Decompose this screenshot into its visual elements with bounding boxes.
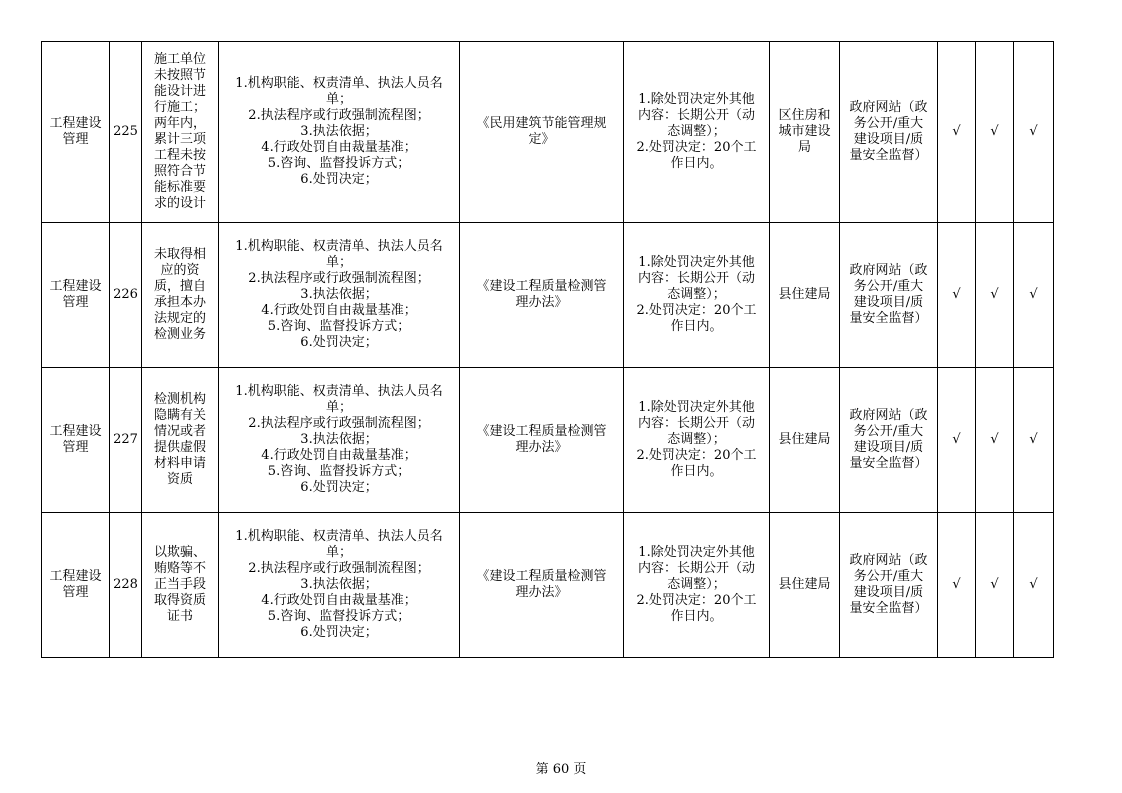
legal-basis-cell: 《建设工程质量检测管 理办法》 <box>460 368 624 513</box>
disclosure-timing-cell: 1.除处罚决定外其他 内容：长期公开（动 态调整）； 2.处罚决定：20个工 作日内。 <box>624 368 770 513</box>
disclosure-table <box>41 41 1054 658</box>
table-row <box>42 368 1054 513</box>
legal-basis-cell: 《建设工程质量检测管 理办法》 <box>460 513 624 658</box>
disclosure-timing-cell: 1.除处罚决定外其他 内容：长期公开（动 态调整）； 2.处罚决定：20个工 作日内。 <box>624 42 770 223</box>
matter-cell: 未取得相 应的资 质，擅自 承担本办 法规定的 检测业务 <box>142 223 219 368</box>
matter-cell: 检测机构 隐瞒有关 情况或者 提供虚假 材料申请 资质 <box>142 368 219 513</box>
disclosure-content-cell: 1.机构职能、权责清单、执法人员名 单； 2.执法程序或行政强制流程图； 3.执法依据； 4.行政处罚自由裁量基准； 5.咨询、监督投诉方式； 6.处罚决定； <box>219 368 460 513</box>
disclosure-subject-cell: 县住建局 <box>770 513 840 658</box>
disclosure-content-cell: 1.机构职能、权责清单、执法人员名 单； 2.执法程序或行政强制流程图； 3.执法依据； 4.行政处罚自由裁量基准； 5.咨询、监督投诉方式； 6.处罚决定； <box>219 513 460 658</box>
disclosure-content-cell: 1.机构职能、权责清单、执法人员名 单； 2.执法程序或行政强制流程图； 3.执法依据； 4.行政处罚自由裁量基准； 5.咨询、监督投诉方式； 6.处罚决定； <box>219 223 460 368</box>
item-number-cell: 227 <box>110 368 142 513</box>
disclosure-timing-cell: 1.除处罚决定外其他 内容：长期公开（动 态调整）； 2.处罚决定：20个工 作日内。 <box>624 513 770 658</box>
checkmark-cell: √ <box>976 368 1014 513</box>
category-cell: 工程建设 管理 <box>42 513 110 658</box>
legal-basis-cell: 《建设工程质量检测管 理办法》 <box>460 223 624 368</box>
checkmark-cell: √ <box>976 513 1014 658</box>
category-cell: 工程建设 管理 <box>42 368 110 513</box>
checkmark-cell: √ <box>1014 223 1054 368</box>
category-cell: 工程建设 管理 <box>42 223 110 368</box>
checkmark-cell: √ <box>976 42 1014 223</box>
disclosure-subject-cell: 区住房和 城市建设 局 <box>770 42 840 223</box>
checkmark-cell: √ <box>1014 513 1054 658</box>
item-number-cell: 225 <box>110 42 142 223</box>
checkmark-cell: √ <box>938 368 976 513</box>
category-cell: 工程建设 管理 <box>42 42 110 223</box>
disclosure-content-cell: 1.机构职能、权责清单、执法人员名 单； 2.执法程序或行政强制流程图； 3.执法依据； 4.行政处罚自由裁量基准； 5.咨询、监督投诉方式； 6.处罚决定； <box>219 42 460 223</box>
matter-cell: 以欺骗、 贿赂等不 正当手段 取得资质 证书 <box>142 513 219 658</box>
disclosure-channel-cell: 政府网站（政 务公开/重大 建设项目/质 量安全监督） <box>840 42 938 223</box>
disclosure-channel-cell: 政府网站（政 务公开/重大 建设项目/质 量安全监督） <box>840 223 938 368</box>
matter-cell: 施工单位 未按照节 能设计进 行施工； 两年内， 累计三项 工程未按 照符合节 能标准要 求的设计 <box>142 42 219 223</box>
table-row <box>42 513 1054 658</box>
disclosure-subject-cell: 县住建局 <box>770 223 840 368</box>
table-row <box>42 42 1054 223</box>
disclosure-channel-cell: 政府网站（政 务公开/重大 建设项目/质 量安全监督） <box>840 368 938 513</box>
disclosure-timing-cell: 1.除处罚决定外其他 内容：长期公开（动 态调整）； 2.处罚决定：20个工 作日内。 <box>624 223 770 368</box>
disclosure-channel-cell: 政府网站（政 务公开/重大 建设项目/质 量安全监督） <box>840 513 938 658</box>
legal-basis-cell: 《民用建筑节能管理规 定》 <box>460 42 624 223</box>
page-number: 第 60 页 <box>535 762 587 777</box>
table-row <box>42 223 1054 368</box>
checkmark-cell: √ <box>938 42 976 223</box>
item-number-cell: 228 <box>110 513 142 658</box>
checkmark-cell: √ <box>1014 42 1054 223</box>
checkmark-cell: √ <box>938 513 976 658</box>
disclosure-subject-cell: 县住建局 <box>770 368 840 513</box>
checkmark-cell: √ <box>976 223 1014 368</box>
checkmark-cell: √ <box>938 223 976 368</box>
checkmark-cell: √ <box>1014 368 1054 513</box>
item-number-cell: 226 <box>110 223 142 368</box>
